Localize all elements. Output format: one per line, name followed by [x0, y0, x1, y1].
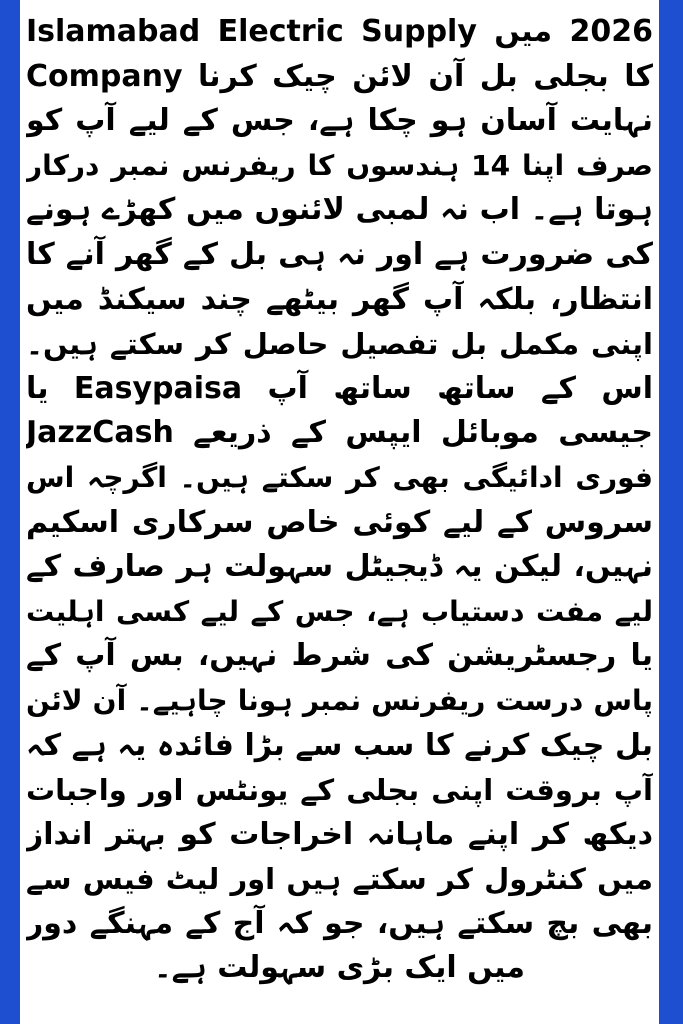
article-line: دیکھ کر اپنے ماہانہ اخراجات کو بہتر انداز [26, 816, 653, 852]
article-line: نہایت آسان ہو چکا ہے، جس کے لیے آپ کو [26, 103, 653, 139]
article-line: سروس کے لیے کوئی خاص سرکاری اسکیم [26, 504, 653, 540]
article-line: انتظار، بلکہ آپ گھر بیٹھے چند سیکنڈ میں [26, 281, 653, 317]
article-line: Company کا بجلی بل آن لائن چیک کرنا [26, 58, 653, 94]
article-line: کی ضرورت ہے اور نہ ہی بل کے گھر آنے کا [26, 236, 653, 272]
article-line: بل چیک کرنے کا سب سے بڑا فائدہ یہ ہے کہ [26, 727, 653, 763]
left-blue-border [0, 0, 20, 1024]
article-line: یا رجسٹریشن کی شرط نہیں، بس آپ کے [26, 638, 653, 674]
article-line: 2026 میں Islamabad Electric Supply [26, 14, 653, 49]
article-line: اس کے ساتھ ساتھ آپ Easypaisa یا [26, 370, 653, 406]
article-line: میں کنٹرول کر سکتے ہیں اور لیٹ فیس سے [26, 862, 653, 897]
article-line: JazzCash جیسی موبائل ایپس کے ذریعے [26, 415, 653, 451]
right-blue-border [659, 0, 683, 1024]
article-line: ہوتا ہے۔ اب نہ لمبی لائنوں میں کھڑے ہونے [26, 192, 653, 228]
article-line: فوری ادائیگی بھی کر سکتے ہیں۔ اگرچہ اس [26, 460, 653, 494]
article-line: لیے مفت دستیاب ہے، جس کے لیے کسی اہلیت [26, 594, 653, 628]
article-line: بھی بچ سکتے ہیں، جو کہ آج کے مہنگے دور [26, 905, 653, 941]
article-line: آپ بروقت اپنی بجلی کے یونٹس اور واجبات [26, 773, 653, 808]
article-line: اپنی مکمل بل تفصیل حاصل کر سکتے ہیں۔ [26, 327, 653, 362]
article-line: پاس درست ریفرنس نمبر ہونا چاہیے۔ آن لائن [26, 683, 653, 717]
article-line: نہیں، لیکن یہ ڈیجیٹل سہولت ہر صارف کے [26, 549, 653, 585]
article-line: صرف اپنا 14 ہندسوں کا ریفرنس نمبر درکار [26, 148, 653, 182]
article-line: میں ایک بڑی سہولت ہے۔ [154, 950, 525, 986]
article-body [26, 10, 653, 1014]
